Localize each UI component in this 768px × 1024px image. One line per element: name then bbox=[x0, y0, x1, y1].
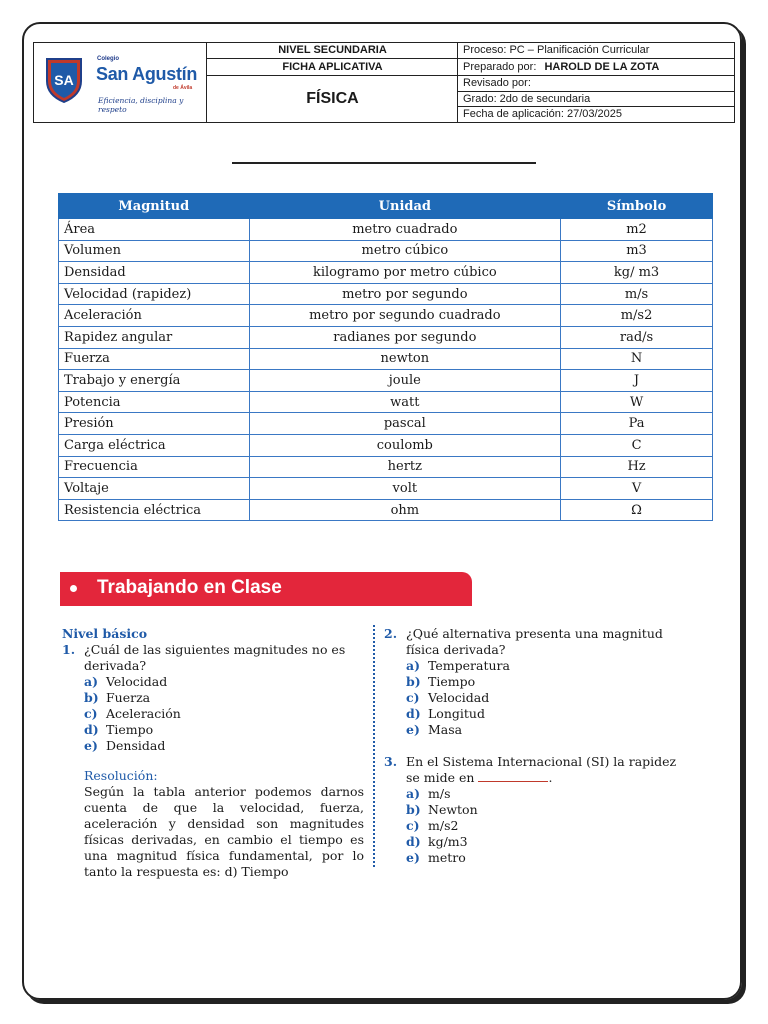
cell-simbolo: kg/ m3 bbox=[561, 262, 713, 284]
table-row bbox=[59, 283, 713, 305]
header-date: Fecha de aplicación: 27/03/2025 bbox=[463, 108, 623, 120]
cell-unidad: metro cúbico bbox=[249, 240, 560, 262]
header-middle bbox=[207, 43, 458, 122]
cell-unidad: metro por segundo bbox=[249, 283, 560, 305]
answer-option bbox=[406, 706, 688, 722]
option-letter: c) bbox=[406, 818, 420, 833]
option-letter: e) bbox=[406, 722, 420, 737]
resolution-title: Resolución: bbox=[84, 768, 158, 783]
option-letter: d) bbox=[84, 722, 99, 737]
option-letter: b) bbox=[406, 674, 421, 689]
cell-unidad: ohm bbox=[249, 499, 560, 521]
svg-text:SA: SA bbox=[54, 72, 74, 88]
section-title: Trabajando en Clase bbox=[97, 577, 282, 598]
table-row bbox=[59, 240, 713, 262]
option-text: Tiempo bbox=[106, 722, 154, 737]
question-2 bbox=[384, 626, 688, 658]
option-text: Temperatura bbox=[428, 658, 510, 673]
header-process: Proceso: PC – Planificación Curricular bbox=[458, 43, 734, 59]
header-level: NIVEL SECUNDARIA bbox=[207, 43, 458, 59]
option-text: Densidad bbox=[106, 738, 166, 753]
section-banner bbox=[60, 572, 472, 606]
question-1-options bbox=[84, 674, 364, 754]
table-row bbox=[59, 413, 713, 435]
table-row bbox=[59, 456, 713, 478]
cell-simbolo: rad/s bbox=[561, 326, 713, 348]
option-text: m/s2 bbox=[428, 818, 459, 833]
table-row bbox=[59, 305, 713, 327]
question-number: 2. bbox=[384, 626, 398, 641]
cell-simbolo: V bbox=[561, 478, 713, 500]
answer-option bbox=[84, 690, 364, 706]
cell-simbolo: Ω bbox=[561, 499, 713, 521]
cell-magnitud: Área bbox=[59, 219, 250, 241]
option-text: Newton bbox=[428, 802, 478, 817]
school-shield-icon bbox=[45, 55, 83, 103]
option-letter: a) bbox=[84, 674, 99, 689]
option-letter: b) bbox=[84, 690, 99, 705]
option-letter: a) bbox=[406, 658, 421, 673]
answer-option bbox=[406, 786, 688, 802]
logo-school-name: San Agustín bbox=[96, 64, 198, 84]
header-subject: FÍSICA bbox=[306, 90, 359, 107]
table-row bbox=[59, 370, 713, 392]
question-3 bbox=[384, 754, 688, 786]
table-row bbox=[59, 391, 713, 413]
column-divider bbox=[373, 625, 375, 867]
answer-option bbox=[406, 722, 688, 738]
logo-motto: Eficiencia, disciplina y respeto bbox=[98, 96, 184, 114]
bullet-icon bbox=[70, 585, 77, 592]
cell-magnitud: Densidad bbox=[59, 262, 250, 284]
cell-magnitud: Trabajo y energía bbox=[59, 370, 250, 392]
cell-simbolo: Hz bbox=[561, 456, 713, 478]
school-logo bbox=[34, 43, 207, 122]
right-column bbox=[384, 626, 688, 866]
question-1 bbox=[62, 642, 364, 674]
question-text-before: En el Sistema Internacional (SI) la rapidez se mide en bbox=[406, 754, 677, 785]
table-row bbox=[59, 262, 713, 284]
cell-unidad: radianes por segundo bbox=[249, 326, 560, 348]
option-letter: d) bbox=[406, 834, 421, 849]
cell-unidad: metro por segundo cuadrado bbox=[249, 305, 560, 327]
cell-unidad: kilogramo por metro cúbico bbox=[249, 262, 560, 284]
answer-option bbox=[84, 674, 364, 690]
option-letter: a) bbox=[406, 786, 421, 801]
cell-simbolo: N bbox=[561, 348, 713, 370]
option-letter: c) bbox=[84, 706, 98, 721]
table-row bbox=[59, 434, 713, 456]
cell-unidad: volt bbox=[249, 478, 560, 500]
option-letter: d) bbox=[406, 706, 421, 721]
col-header-magnitud: Magnitud bbox=[59, 194, 250, 219]
option-text: Velocidad bbox=[106, 674, 168, 689]
cell-magnitud: Potencia bbox=[59, 391, 250, 413]
prepared-name: HAROLD DE LA ZOTA bbox=[544, 61, 660, 73]
table-row bbox=[59, 499, 713, 521]
cell-magnitud: Voltaje bbox=[59, 478, 250, 500]
units-table bbox=[58, 193, 713, 521]
cell-magnitud: Fuerza bbox=[59, 348, 250, 370]
option-text: Masa bbox=[428, 722, 463, 737]
option-letter: e) bbox=[406, 850, 420, 865]
option-text: kg/m3 bbox=[428, 834, 468, 849]
cell-magnitud: Frecuencia bbox=[59, 456, 250, 478]
question-text-after: . bbox=[548, 770, 553, 785]
option-letter: c) bbox=[406, 690, 420, 705]
cell-simbolo: m/s bbox=[561, 283, 713, 305]
option-text: Fuerza bbox=[106, 690, 151, 705]
answer-option bbox=[406, 834, 688, 850]
table-row bbox=[59, 219, 713, 241]
cell-magnitud: Presión bbox=[59, 413, 250, 435]
answer-option bbox=[406, 802, 688, 818]
answer-option bbox=[84, 706, 364, 722]
header-reviewed: Revisado por: bbox=[458, 76, 734, 92]
col-header-simbolo: Símbolo bbox=[561, 194, 713, 219]
option-letter: e) bbox=[84, 738, 98, 753]
question-text bbox=[406, 754, 686, 786]
question-3-options bbox=[406, 786, 688, 866]
option-text: Velocidad bbox=[428, 690, 490, 705]
header-grade: Grado: 2do de secundaria bbox=[458, 92, 734, 107]
question-number: 3. bbox=[384, 754, 398, 769]
cell-simbolo: m2 bbox=[561, 219, 713, 241]
prepared-label: Preparado por: bbox=[463, 61, 537, 73]
cell-magnitud: Resistencia eléctrica bbox=[59, 499, 250, 521]
cell-magnitud: Volumen bbox=[59, 240, 250, 262]
header-sheet-type: FICHA APLICATIVA bbox=[207, 59, 458, 76]
cell-magnitud: Aceleración bbox=[59, 305, 250, 327]
answer-option bbox=[406, 850, 688, 866]
cell-simbolo: C bbox=[561, 434, 713, 456]
cell-simbolo: J bbox=[561, 370, 713, 392]
option-text: Aceleración bbox=[106, 706, 181, 721]
option-letter: b) bbox=[406, 802, 421, 817]
answer-option bbox=[406, 674, 688, 690]
logo-small-text: Colegio bbox=[97, 56, 119, 62]
cell-unidad: coulomb bbox=[249, 434, 560, 456]
header-right bbox=[458, 43, 734, 122]
option-text: m/s bbox=[428, 786, 451, 801]
cell-unidad: pascal bbox=[249, 413, 560, 435]
cell-simbolo: W bbox=[561, 391, 713, 413]
question-number: 1. bbox=[62, 642, 76, 657]
units-table-header bbox=[59, 194, 713, 219]
cell-unidad: hertz bbox=[249, 456, 560, 478]
cell-unidad: newton bbox=[249, 348, 560, 370]
answer-option bbox=[406, 690, 688, 706]
cell-magnitud: Carga eléctrica bbox=[59, 434, 250, 456]
cell-simbolo: m3 bbox=[561, 240, 713, 262]
option-text: Tiempo bbox=[428, 674, 476, 689]
left-column bbox=[62, 626, 364, 880]
cell-simbolo: m/s2 bbox=[561, 305, 713, 327]
col-header-unidad: Unidad bbox=[249, 194, 560, 219]
answer-option bbox=[84, 738, 364, 754]
resolution-text: Según la tabla anterior podemos darnos cuenta de que la velocidad, fuerza, aceleración y densidad son magnitudes físicas derivadas, en cambio el tiempo es una magnitud física fundamental, por lo tanto la respuesta es: d) Tiempo bbox=[84, 784, 364, 879]
question-2-options bbox=[406, 658, 688, 738]
cell-magnitud: Rapidez angular bbox=[59, 326, 250, 348]
level-heading: Nivel básico bbox=[62, 626, 148, 641]
option-text: Longitud bbox=[428, 706, 485, 721]
header-prepared bbox=[458, 59, 734, 76]
table-row bbox=[59, 348, 713, 370]
answer-option bbox=[406, 658, 688, 674]
answer-blank bbox=[478, 770, 548, 782]
table-row bbox=[59, 326, 713, 348]
cell-unidad: joule bbox=[249, 370, 560, 392]
answer-option bbox=[84, 722, 364, 738]
table-row bbox=[59, 478, 713, 500]
cell-magnitud: Velocidad (rapidez) bbox=[59, 283, 250, 305]
title-rule bbox=[232, 162, 536, 164]
cell-unidad: metro cuadrado bbox=[249, 219, 560, 241]
answer-option bbox=[406, 818, 688, 834]
logo-sub-text: de Ávila bbox=[173, 85, 193, 91]
document-header bbox=[33, 42, 735, 123]
question-text: ¿Qué alternativa presenta una magnitud física derivada? bbox=[406, 626, 663, 657]
cell-unidad: watt bbox=[249, 391, 560, 413]
option-text: metro bbox=[428, 850, 466, 865]
question-text: ¿Cuál de las siguientes magnitudes no es derivada? bbox=[84, 642, 346, 673]
cell-simbolo: Pa bbox=[561, 413, 713, 435]
